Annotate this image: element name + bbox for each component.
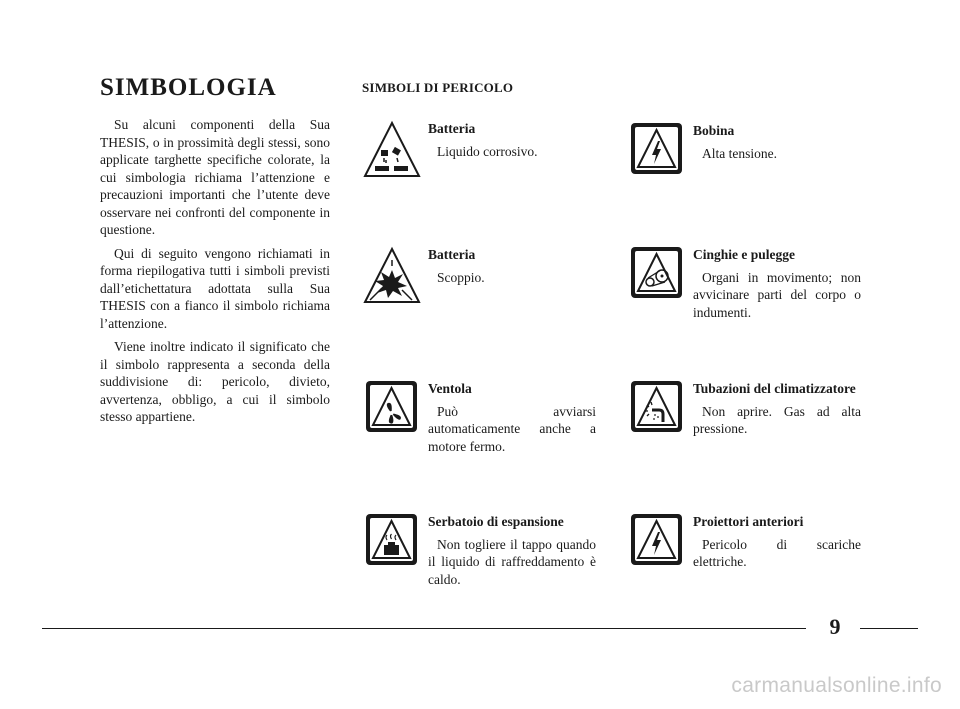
pressurized-gas-warning-icon <box>630 380 683 433</box>
symbol-title: Ventola <box>428 381 472 396</box>
watermark: carmanualsonline.info <box>731 674 942 697</box>
electric-shock-warning-icon <box>630 513 683 566</box>
corrosive-warning-icon <box>362 120 422 180</box>
intro-paragraph: Su alcuni componenti della Sua THESIS, o in prossimità degli stessi, sono applicate targhette specifiche colorate, la cui simbologia richiama l’attenzione e precauzioni importanti che l’utente deve osservare nei confronti del componente in questione. <box>100 117 330 237</box>
symbol-title: Proiettori anteriori <box>693 514 804 529</box>
section-title: SIMBOLI DI PERICOLO <box>362 80 514 95</box>
symbol-title: Batteria <box>428 247 476 262</box>
symbol-description: Pericolo di scariche elettriche. <box>693 536 861 569</box>
symbol-title: Serbatoio di espansione <box>428 514 564 529</box>
page-title: SIMBOLOGIA <box>100 74 277 101</box>
explosion-warning-icon <box>362 246 422 306</box>
page-number: 9 <box>829 614 841 639</box>
fan-warning-icon <box>365 380 418 433</box>
footer-rule <box>42 628 806 629</box>
intro-text <box>100 116 330 432</box>
symbol-description: Alta tensione. <box>702 145 777 161</box>
symbol-title: Tubazioni del climatizzatore <box>693 381 856 396</box>
high-voltage-warning-icon <box>630 122 683 175</box>
symbol-title: Cinghie e pulegge <box>693 247 796 262</box>
hot-coolant-warning-icon <box>365 513 418 566</box>
symbol-title: Batteria <box>428 121 476 136</box>
symbol-description: Organi in movimento; non avvicinare parti del corpo o indumenti. <box>693 269 861 320</box>
moving-belt-warning-icon <box>630 246 683 299</box>
symbol-description: Liquido corrosivo. <box>437 143 538 159</box>
symbol-description: Può avviarsi automaticamente anche a motore fermo. <box>428 403 596 454</box>
symbol-description: Non togliere il tappo quando il liquido di raffreddamento è caldo. <box>428 536 596 587</box>
intro-paragraph: Qui di seguito vengono richiamati in forma riepilogativa tutti i simboli previsti dall’etichettatura adottata sulla Sua THESIS con a fianco il simbolo richiama l’attenzione. <box>100 245 330 331</box>
symbol-description: Scoppio. <box>437 269 485 285</box>
intro-paragraph: Viene inoltre indicato il significato che il simbolo rappresenta a seconda della suddivisione di: pericolo, divieto, avvertenza, obbligo, a cui il simbolo stesso appartiene. <box>100 339 330 424</box>
footer-rule <box>860 628 918 629</box>
symbol-description: Non aprire. Gas ad alta pressione. <box>693 403 861 436</box>
symbol-title: Bobina <box>693 123 735 138</box>
